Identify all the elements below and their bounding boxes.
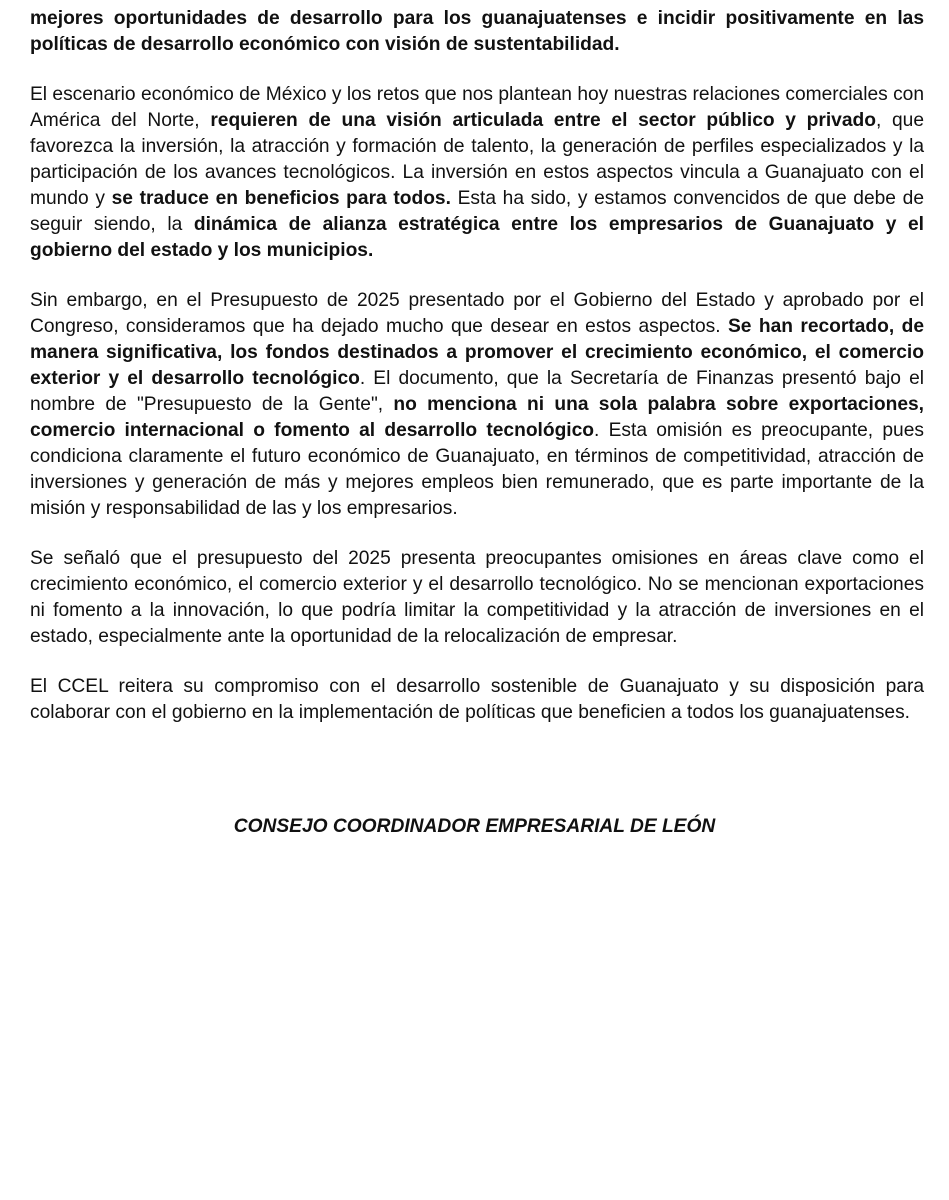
text-segment: Se señaló que el presupuesto del 2025 presenta preocupantes omisiones en áreas clave como el crecimiento económico, el comercio exterior y el desarrollo tecnológico. No se mencionan exportaciones ni fomento a la innovación, lo que podría limitar la competitividad y la atracción de inversiones en el estado, especialmente ante la oportunidad de la relocalización de empresar. <box>30 548 924 647</box>
text-segment: dinámica de alianza estratégica entre los empresarios de Guanajuato y el gobierno del estado y los municipios. <box>30 214 925 261</box>
paragraph-4 <box>30 546 924 650</box>
text-segment: El CCEL reitera su compromiso con el desarrollo sostenible de Guanajuato y su disposición para colaborar con el gobierno en la implementación de políticas que beneficien a todos los guanajuatenses. <box>30 676 924 723</box>
paragraph-1 <box>30 6 924 58</box>
text-segment: mejores oportunidades de desarrollo para los guanajuatenses e incidir positivamente en las políticas de desarrollo económico con visión de sustentabilidad. <box>30 8 924 55</box>
text-segment: . Esta omisión es preocupante, pues condiciona claramente el futuro económico de Guanajuato, en términos de competitividad, atracción de inversiones y generación de más y mejores empleos bien remunerado, que es parte importante de la misión y responsabilidad de las y los empresarios. <box>30 420 924 519</box>
text-segment: Esta ha sido, y estamos convencidos de que debe de seguir siendo, la <box>30 188 924 235</box>
document-body <box>30 6 924 750</box>
text-segment: requieren de una visión articulada entre el sector público y privado <box>210 110 876 131</box>
paragraph-2 <box>30 82 924 264</box>
paragraph-5 <box>30 674 924 726</box>
text-segment: se traduce en beneficios para todos. <box>111 188 451 209</box>
text-segment: El escenario económico de México y los retos que nos plantean hoy nuestras relaciones comerciales con América del Norte, <box>30 84 924 131</box>
text-segment: no menciona ni una sola palabra sobre exportaciones, comercio internacional o fomento al desarrollo tecnológico <box>30 394 924 441</box>
text-segment: . El documento, que la Secretaría de Finanzas presentó bajo el nombre de "Presupuesto de la Gente", <box>30 368 924 415</box>
text-segment: Sin embargo, en el Presupuesto de 2025 presentado por el Gobierno del Estado y aprobado por el Congreso, consideramos que ha dejado mucho que desear en estos aspectos. <box>30 290 924 337</box>
text-segment: Se han recortado, de manera significativa, los fondos destinados a promover el crecimiento económico, el comercio exterior y el desarrollo tecnológico <box>30 316 924 389</box>
text-segment: , que favorezca la inversión, la atracción y formación de talento, la generación de perfiles especializados y la participación de los avances tecnológicos. La inversión en estos aspectos vincula a Guanajuato con el mundo y <box>30 110 925 209</box>
paragraph-3 <box>30 288 924 522</box>
signature: CONSEJO COORDINADOR EMPRESARIAL DE LEÓN <box>233 816 716 837</box>
